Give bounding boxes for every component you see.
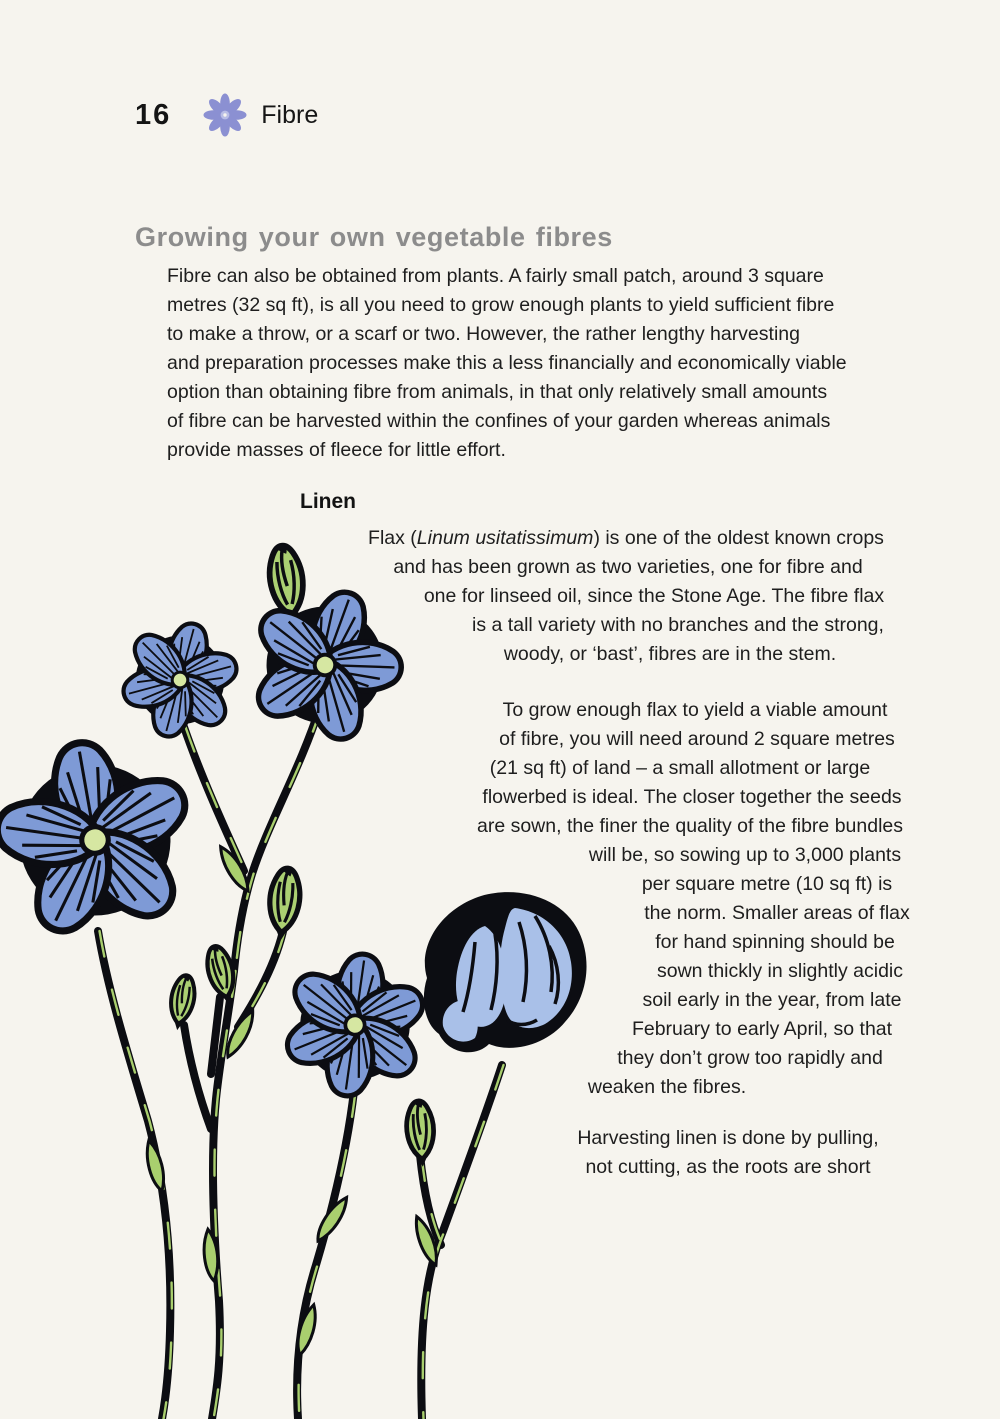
flower-icon	[203, 93, 247, 137]
chapter-title: Fibre	[261, 100, 319, 129]
intro-paragraph	[167, 262, 957, 465]
text-line: sown thickly in slightly acidic	[656, 960, 903, 982]
text-line: woody, or ‘bast’, fibres are in the stem.	[503, 643, 837, 665]
text-line: and preparation processes make this a less financially and economically viable	[167, 352, 847, 374]
text-line: and has been grown as two varieties, one for fibre and	[393, 556, 863, 578]
text-line: Harvesting linen is done by pulling,	[577, 1127, 879, 1149]
linen-subheading: Linen	[300, 490, 356, 513]
text-run: ) is one of the oldest known crops	[593, 527, 884, 549]
text-line: Fibre can also be obtained from plants. A fairly small patch, around 3 square	[167, 265, 824, 287]
text-line: the norm. Smaller areas of flax	[644, 902, 910, 924]
page-number: 16	[135, 98, 172, 131]
flax-paragraph	[135, 524, 940, 669]
grow-paragraph	[135, 696, 940, 1102]
text-run: Flax (	[368, 527, 417, 549]
text-line: will be, so sowing up to 3,000 plants	[588, 844, 902, 866]
text-line: weaken the fibres.	[587, 1076, 747, 1098]
section-heading: Growing your own vegetable fibres	[135, 222, 613, 253]
text-line: are sown, the finer the quality of the fibre bundles	[476, 815, 903, 837]
text-line: provide masses of fleece for little effort.	[167, 439, 506, 461]
text-line: not cutting, as the roots are short	[585, 1156, 871, 1178]
running-header	[135, 93, 318, 137]
text-line: per square metre (10 sq ft) is	[641, 873, 893, 895]
harvest-paragraph	[135, 1124, 940, 1182]
text-line: option than obtaining fibre from animals, in that only relatively small amounts	[167, 381, 828, 403]
text-line: of fibre, you will need around 2 square metres	[499, 728, 895, 750]
text-line: metres (32 sq ft), is all you need to grow enough plants to yield sufficient fibre	[167, 294, 835, 316]
text-line: they don’t grow too rapidly and	[617, 1047, 883, 1069]
text-line: for hand spinning should be	[655, 931, 895, 953]
text-line: is a tall variety with no branches and the strong,	[472, 614, 884, 636]
latin-name: Linum usitatissimum	[416, 527, 594, 549]
text-line: one for linseed oil, since the Stone Age. The fibre flax	[423, 585, 885, 607]
text-line: of fibre can be harvested within the confines of your garden whereas animals	[167, 410, 831, 432]
text-line: soil early in the year, from late	[642, 989, 902, 1011]
text-line: February to early April, so that	[631, 1018, 893, 1040]
text-line: flowerbed is ideal. The closer together the seeds	[482, 786, 902, 808]
text-line: To grow enough flax to yield a viable amount	[502, 699, 888, 721]
text-line	[135, 524, 940, 553]
text-line: (21 sq ft) of land – a small allotment or large	[489, 757, 871, 779]
text-line: to make a throw, or a scarf or two. However, the rather lengthy harvesting	[167, 323, 800, 345]
